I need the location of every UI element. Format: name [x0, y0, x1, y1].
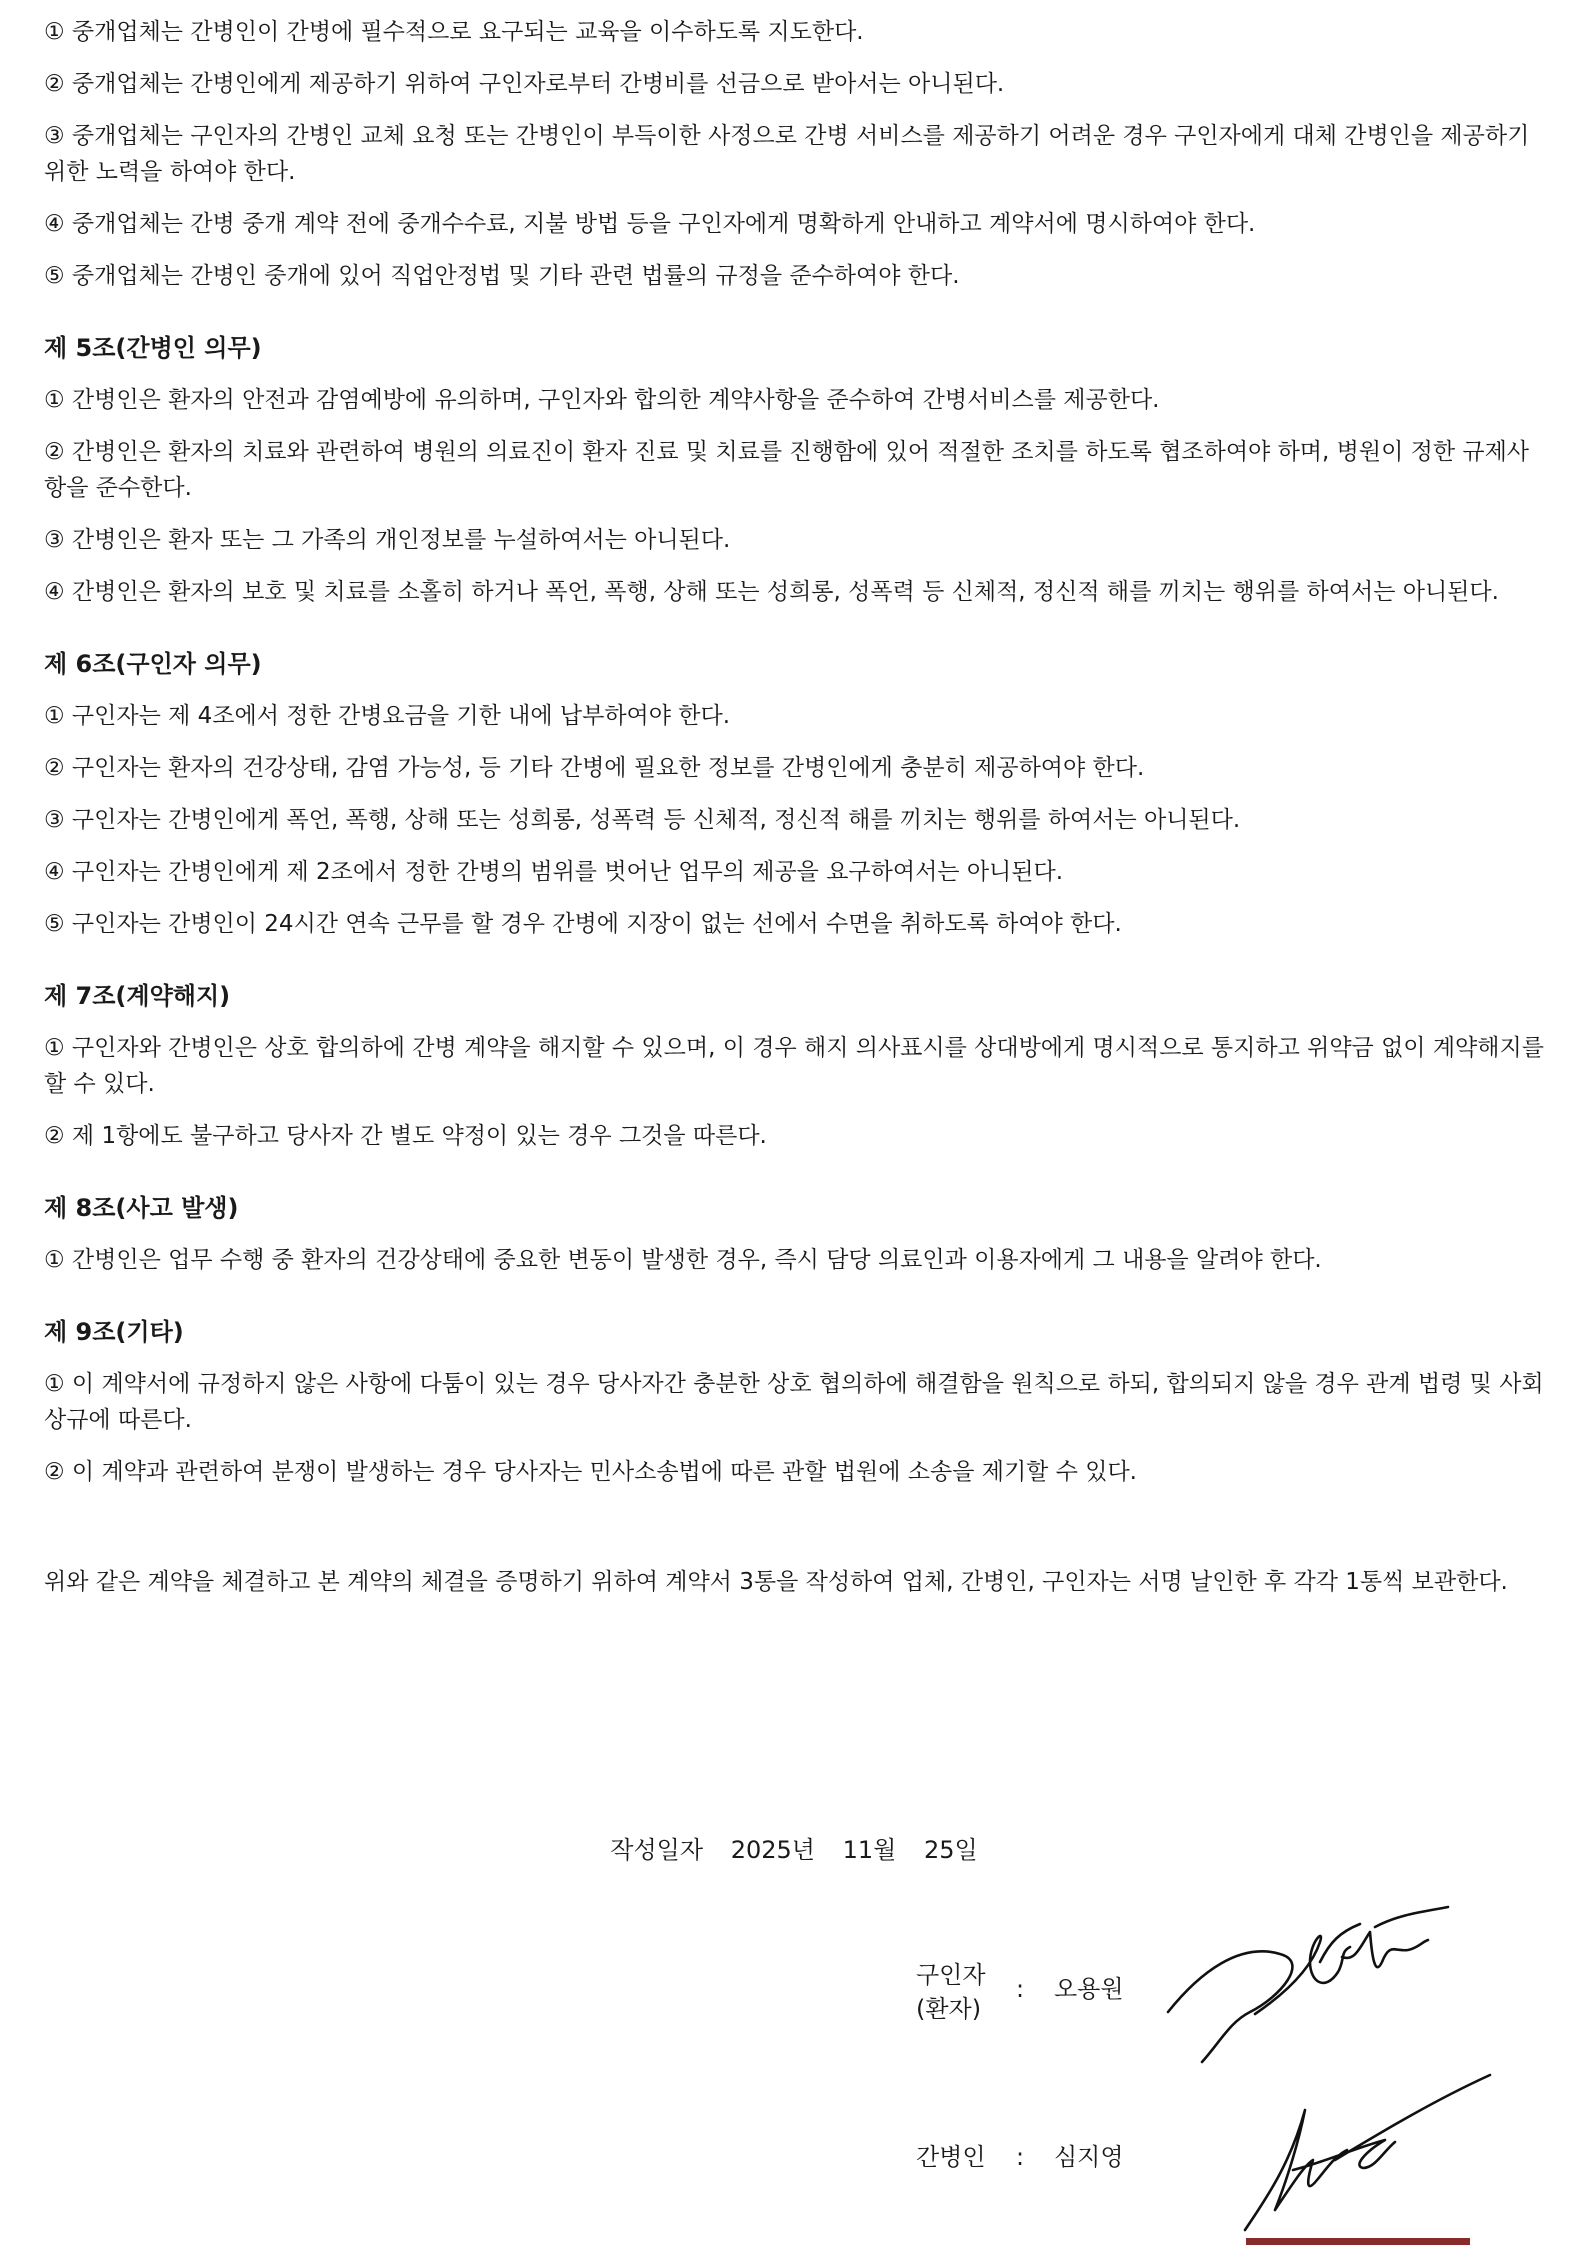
clause-item: ① 간병인은 업무 수행 중 환자의 건강상태에 중요한 변동이 발생한 경우, 즉시 담당 의료인과 이용자에게 그 내용을 알려야 한다. — [44, 1247, 1322, 1273]
clause-item: ③ 중개업체는 구인자의 간병인 교체 요청 또는 간병인이 부득이한 사정으로 간병 서비스를 제공하기 어려운 경우 구인자에게 대체 간병인을 제공하기 위한 노력을 하여야 한다. — [44, 123, 1530, 185]
article-title: 제 7조(계약해지) — [44, 982, 231, 1010]
article-title: 제 6조(구인자 의무) — [44, 650, 262, 678]
caregiver-name: 심지영 — [1054, 2143, 1124, 2171]
clause-item: ② 구인자는 환자의 건강상태, 감염 가능성, 등 기타 간병에 필요한 정보를 간병인에게 충분히 제공하여야 한다. — [44, 755, 1145, 781]
client-role: 구인자 (환자) — [916, 1961, 986, 2023]
clause-item: ⑤ 중개업체는 간병인 중개에 있어 직업안정법 및 기타 관련 법률의 규정을 준수하여야 한다. — [44, 263, 960, 289]
closing-statement: 위와 같은 계약을 체결하고 본 계약의 체결을 증명하기 위하여 계약서 3통을 작성하여 업체, 간병인, 구인자는 서명 날인한 후 각각 1통씩 보관한다. — [44, 1569, 1508, 1595]
client-signature — [1160, 1902, 1450, 2072]
date-year: 2025년 — [730, 1836, 815, 1864]
date-day: 25일 — [923, 1836, 978, 1864]
date-month: 11월 — [842, 1836, 897, 1864]
caregiver-role: 간병인 — [916, 2143, 986, 2171]
article-9-misc — [44, 1314, 1544, 1490]
date-label: 작성일자 — [610, 1836, 704, 1864]
stamp-edge — [1246, 2238, 1470, 2245]
clause-item: ④ 중개업체는 간병 중개 계약 전에 중개수수료, 지불 방법 등을 구인자에게 명확하게 안내하고 계약서에 명시하여야 한다. — [44, 211, 1256, 237]
clause-item: ① 구인자는 제 4조에서 정한 간병요금을 기한 내에 납부하여야 한다. — [44, 703, 731, 729]
article-6-client-duties — [44, 646, 1544, 942]
clause-item: ① 중개업체는 간병인이 간병에 필수적으로 요구되는 교육을 이수하도록 지도한다. — [44, 19, 864, 45]
client-colon: : — [1016, 1975, 1025, 2003]
clause-item: ② 간병인은 환자의 치료와 관련하여 병원의 의료진이 환자 진료 및 치료를 진행함에 있어 적절한 조치를 하도록 협조하여야 하며, 병원이 정한 규제사항을 준수한다. — [44, 439, 1530, 501]
article-7-termination — [44, 978, 1544, 1154]
article-title: 제 9조(기타) — [44, 1318, 184, 1346]
caregiver-signature-row — [916, 2140, 1196, 2180]
article-8-incidents — [44, 1190, 1544, 1278]
clause-item: ④ 간병인은 환자의 보호 및 치료를 소홀히 하거나 폭언, 폭행, 상해 또는 성희롱, 성폭력 등 신체적, 정신적 해를 끼치는 행위를 하여서는 아니된다. — [44, 579, 1499, 605]
clause-item: ② 제 1항에도 불구하고 당사자 간 별도 약정이 있는 경우 그것을 따른다. — [44, 1123, 767, 1149]
clause-item: ② 이 계약과 관련하여 분쟁이 발생하는 경우 당사자는 민사소송법에 따른 관할 법원에 소송을 제기할 수 있다. — [44, 1459, 1137, 1485]
article-title: 제 5조(간병인 의무) — [44, 334, 262, 362]
clause-item: ③ 구인자는 간병인에게 폭언, 폭행, 상해 또는 성희롱, 성폭력 등 신체적, 정신적 해를 끼치는 행위를 하여서는 아니된다. — [44, 807, 1241, 833]
clause-item: ① 구인자와 간병인은 상호 합의하에 간병 계약을 해지할 수 있으며, 이 경우 해지 의사표시를 상대방에게 명시적으로 통지하고 위약금 없이 계약해지를 할 수 있다. — [44, 1035, 1544, 1097]
clause-item: ① 간병인은 환자의 안전과 감염예방에 유의하며, 구인자와 합의한 계약사항을 준수하여 간병서비스를 제공한다. — [44, 387, 1160, 413]
broker-duties-items — [44, 14, 1544, 294]
date-line — [44, 1832, 1544, 1868]
caregiver-colon: : — [1016, 2143, 1025, 2171]
clause-item: ③ 간병인은 환자 또는 그 가족의 개인정보를 누설하여서는 아니된다. — [44, 527, 731, 553]
clause-item: ② 중개업체는 간병인에게 제공하기 위하여 구인자로부터 간병비를 선금으로 받아서는 아니된다. — [44, 71, 1005, 97]
article-title: 제 8조(사고 발생) — [44, 1194, 239, 1222]
clause-item: ① 이 계약서에 규정하지 않은 사항에 다툼이 있는 경우 당사자간 충분한 상호 협의하에 해결함을 원칙으로 하되, 합의되지 않을 경우 관계 법령 및 사회상규에 따른다. — [44, 1371, 1544, 1433]
contract-document — [44, 14, 1544, 1864]
clause-item: ④ 구인자는 간병인에게 제 2조에서 정한 간병의 범위를 벗어난 업무의 제공을 요구하여서는 아니된다. — [44, 859, 1064, 885]
client-name: 오용원 — [1054, 1975, 1124, 2003]
clause-item: ⑤ 구인자는 간병인이 24시간 연속 근무를 할 경우 간병에 지장이 없는 선에서 수면을 취하도록 하여야 한다. — [44, 911, 1122, 937]
caregiver-signature — [1235, 2070, 1495, 2240]
article-5-caregiver-duties — [44, 330, 1544, 610]
client-signature-row — [916, 1958, 1196, 2030]
